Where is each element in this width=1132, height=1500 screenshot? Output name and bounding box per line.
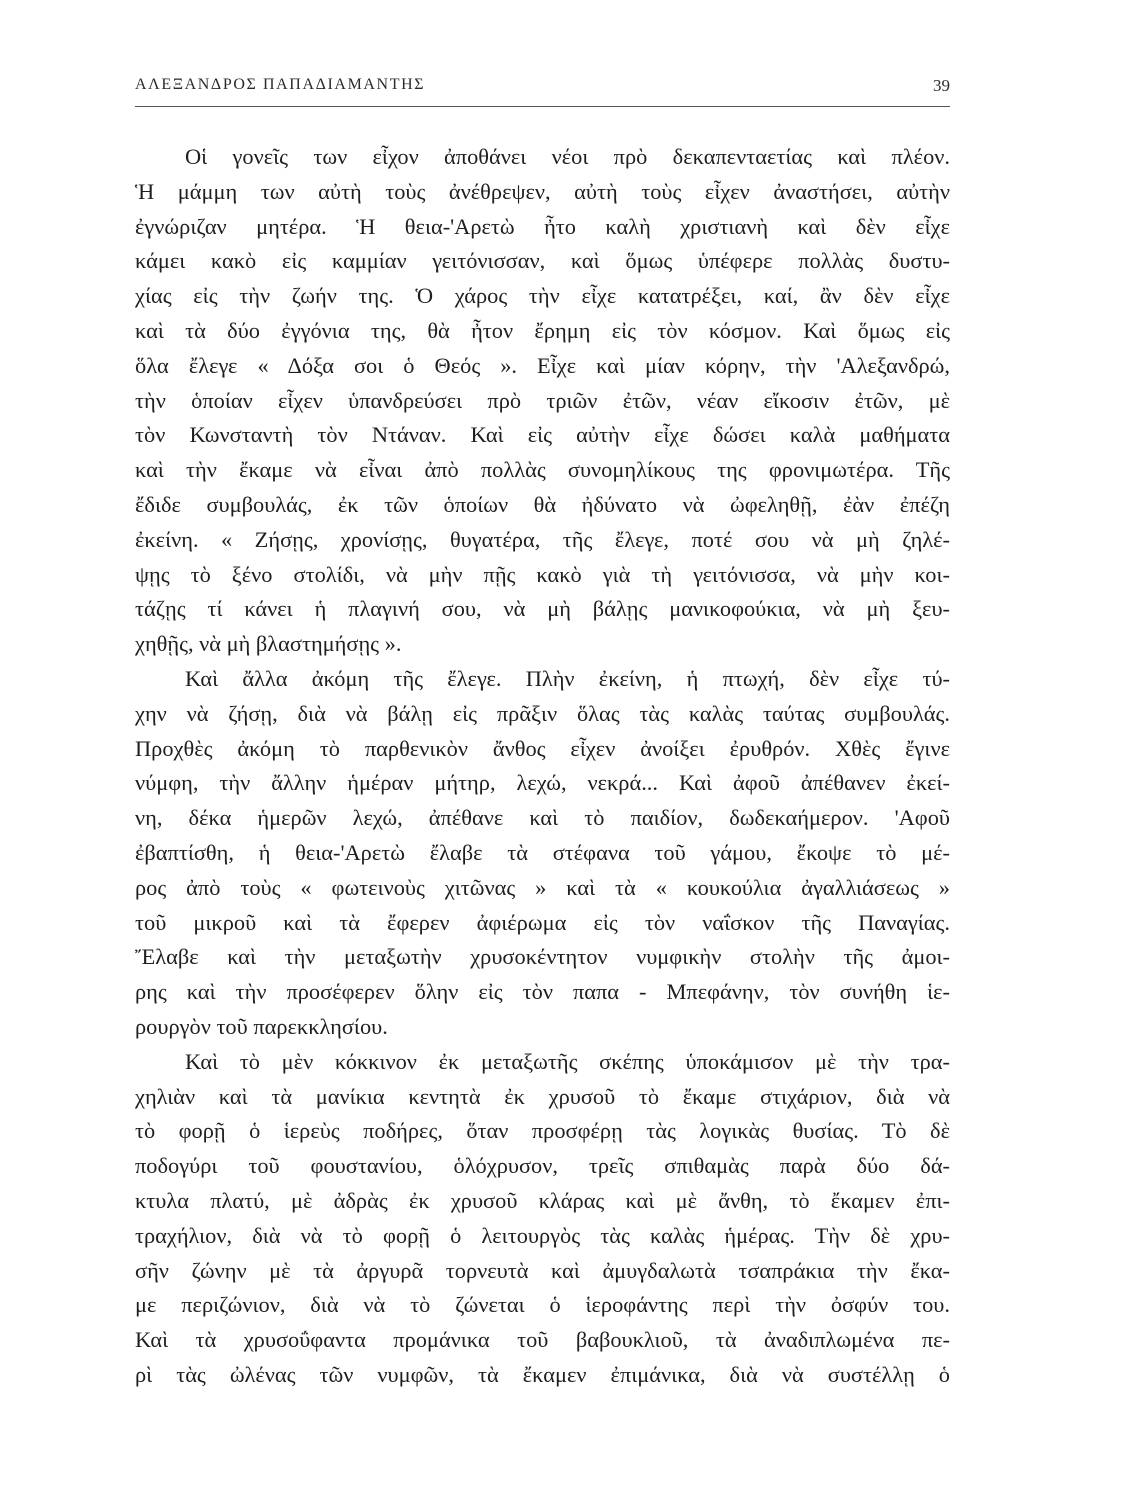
text-line: νη, δέκα ἡμερῶν λεχώ, ἀπέθανε καὶ τὸ παιδίον, δωδεκαήμερον. 'Αφοῦ (135, 805, 950, 831)
text-line: χίας εἰς τὴν ζωήν της. Ὁ χάρος τὴν εἶχε κατατρέξει, καί, ἂν δὲν εἶχε (135, 283, 950, 309)
text-line: χην νὰ ζήσῃ, διὰ νὰ βάλῃ εἰς πρᾶξιν ὅλας τὰς καλὰς ταύτας συμβουλάς. (135, 700, 950, 726)
text-line: ρος ἀπὸ τοὺς « φωτεινοὺς χιτῶνας » καὶ τὰ « κουκούλια ἀγαλλιάσεως » (135, 874, 950, 900)
text-line: Προχθὲς ἀκόμη τὸ παρθενικὸν ἄνθος εἶχεν ἀνοίξει ἐρυθρόν. Χθὲς ἔγινε (135, 735, 950, 761)
text-line: τὸ φορῇ ὁ ἱερεὺς ποδήρες, ὅταν προσφέρῃ τὰς λογικὰς θυσίας. Τὸ δὲ (135, 1118, 950, 1144)
text-line: σῆν ζώνην μὲ τὰ ἀργυρᾶ τορνευτὰ καὶ ἀμυγδαλωτὰ τσαπράκια τὴν ἔκα- (135, 1257, 950, 1283)
text-line: ἔδιδε συμβουλάς, ἐκ τῶν ὁποίων θὰ ἠδύνατο νὰ ὠφεληθῇ, ἐὰν ἐπέζη (135, 491, 950, 517)
text-line: ψῃς τὸ ξένο στολίδι, νὰ μὴν πῇς κακὸ γιὰ τὴ γειτόνισσα, νὰ μὴν κοι- (135, 561, 950, 587)
text-line: τὴν ὁποίαν εἶχεν ὑπανδρεύσει πρὸ τριῶν ἐτῶν, νέαν εἴκοσιν ἐτῶν, μὲ (135, 387, 950, 413)
text-line: Καὶ τὰ χρυσοΰφαντα προμάνικα τοῦ βαβουκλιοῦ, τὰ ἀναδιπλωμένα πε- (135, 1327, 950, 1353)
text-line: νύμφη, τὴν ἄλλην ἡμέραν μήτηρ, λεχώ, νεκρά... Καὶ ἀφοῦ ἀπέθανεν ἐκεί- (135, 770, 950, 796)
text-line: τοῦ μικροῦ καὶ τὰ ἔφερεν ἀφιέρωμα εἰς τὸν ναΐσκον τῆς Παναγίας. (135, 909, 950, 935)
text-line: ποδογύρι τοῦ φουστανίου, ὁλόχρυσον, τρεῖς σπιθαμὰς παρὰ δύο δά- (135, 1153, 950, 1179)
running-head (135, 76, 950, 102)
running-title: ΑΛΕΞΑΝΔΡΟΣ ΠΑΠΑΔΙΑΜΑΝΤΗΣ (135, 76, 426, 93)
text-line: τραχήλιον, διὰ νὰ τὸ φορῇ ὁ λειτουργὸς τὰς καλὰς ἡμέρας. Τὴν δὲ χρυ- (135, 1222, 950, 1248)
text-line: καὶ τὰ δύο ἐγγόνια της, θὰ ἦτον ἔρημη εἰς τὸν κόσμον. Καὶ ὅμως εἰς (135, 317, 950, 343)
text-line: ρὶ τὰς ὠλένας τῶν νυμφῶν, τὰ ἔκαμεν ἐπιμάνικα, διὰ νὰ συστέλλῃ ὁ (135, 1361, 950, 1387)
text-line: χηλιὰν καὶ τὰ μανίκια κεντητὰ ἐκ χρυσοῦ τὸ ἔκαμε στιχάριον, διὰ νὰ (135, 1083, 950, 1109)
text-line: ἐγνώριζαν μητέρα. Ἡ θεια-'Αρετὼ ἦτο καλὴ χριστιανὴ καὶ δὲν εἶχε (135, 213, 950, 239)
text-line: ὅλα ἔλεγε « Δόξα σοι ὁ Θεός ». Εἶχε καὶ μίαν κόρην, τὴν 'Αλεξανδρώ, (135, 352, 950, 378)
text-line: καὶ τὴν ἔκαμε νὰ εἶναι ἀπὸ πολλὰς συνομηλίκους της φρονιμωτέρα. Τῆς (135, 457, 950, 483)
text-line: Ἡ μάμμη των αὐτὴ τοὺς ἀνέθρεψεν, αὐτὴ τοὺς εἶχεν ἀναστήσει, αὐτὴν (135, 178, 950, 204)
text-line: ρουργὸν τοῦ παρεκκλησίου. (135, 1013, 388, 1039)
text-line: χηθῇς, νὰ μὴ βλαστημήσῃς ». (135, 631, 402, 657)
text-line: Καὶ τὸ μὲν κόκκινον ἐκ μεταξωτῆς σκέπης ὑποκάμισον μὲ τὴν τρα- (185, 1048, 950, 1074)
text-line: Οἱ γονεῖς των εἶχον ἀποθάνει νέοι πρὸ δεκαπενταετίας καὶ πλέον. (185, 144, 950, 169)
text-line: ἐκείνη. « Ζήσῃς, χρονίσῃς, θυγατέρα, τῆς ἔλεγε, ποτέ σου νὰ μὴ ζηλέ- (135, 526, 950, 552)
text-line: ρης καὶ τὴν προσέφερεν ὅλην εἰς τὸν παπα - Μπεφάνην, τὸν συνήθη ἱε- (135, 979, 950, 1005)
text-line: Καὶ ἄλλα ἀκόμη τῆς ἔλεγε. Πλὴν ἐκείνη, ἡ πτωχή, δὲν εἶχε τύ- (185, 665, 950, 691)
text-line: κτυλα πλατύ, μὲ ἀδρὰς ἐκ χρυσοῦ κλάρας καὶ μὲ ἄνθη, τὸ ἔκαμεν ἐπι- (135, 1187, 950, 1213)
header-rule (135, 106, 950, 107)
text-line: τάζῃς τί κάνει ἡ πλαγινή σου, νὰ μὴ βάλῃς μανικοφούκια, νὰ μὴ ξευ- (135, 596, 950, 622)
text-line: Ἔλαβε καὶ τὴν μεταξωτὴν χρυσοκέντητον νυμφικὴν στολὴν τῆς ἀμοι- (135, 944, 950, 970)
text-line: ἐβαπτίσθη, ἡ θεια-'Αρετὼ ἔλαβε τὰ στέφανα τοῦ γάμου, ἔκοψε τὸ μέ- (135, 839, 950, 865)
page-number: 39 (933, 76, 950, 95)
text-line: τὸν Κωνσταντὴ τὸν Ντάναν. Καὶ εἰς αὐτὴν εἶχε δώσει καλὰ μαθήματα (135, 422, 950, 448)
text-line: με περιζώνιον, διὰ νὰ τὸ ζώνεται ὁ ἱεροφάντης περὶ τὴν ὀσφύν του. (135, 1292, 950, 1318)
text-line: κάμει κακὸ εἰς καμμίαν γειτόνισσαν, καὶ ὅμως ὑπέφερε πολλὰς δυστυ- (135, 248, 950, 274)
body-text (135, 140, 950, 1393)
